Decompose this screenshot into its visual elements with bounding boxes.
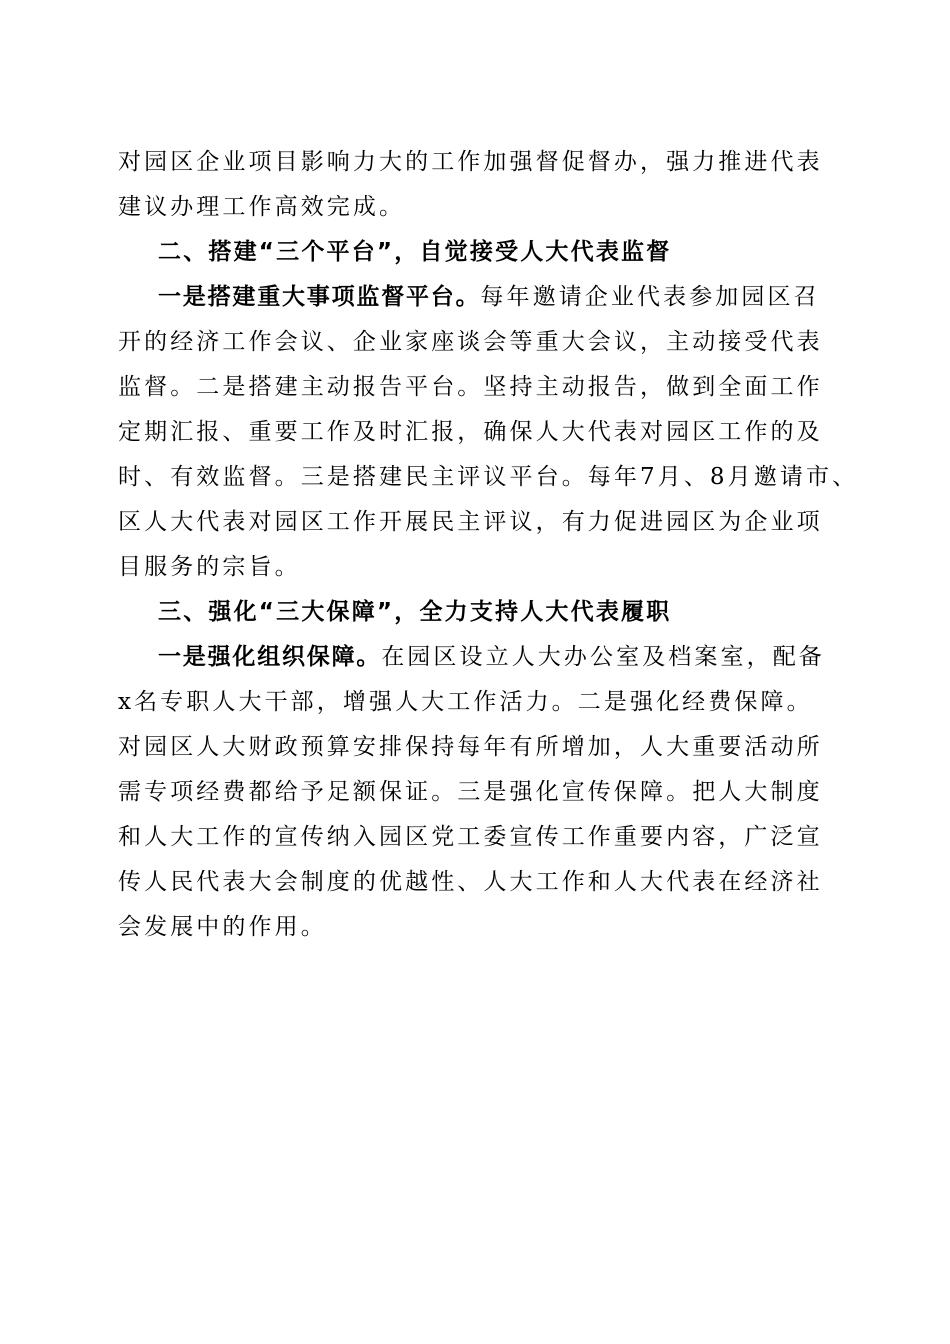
body-line: 时、有效监督。三是搭建民主评议平台。每年7月、8月邀请市、 bbox=[118, 464, 859, 490]
body-line: x名专职人大干部，增强人大工作活力。二是强化经费保障。 bbox=[118, 689, 813, 715]
section-heading: 三、强化“三大保障”，全力支持人大代表履职 bbox=[158, 599, 672, 625]
body-line: 定期汇报、重要工作及时汇报，确保人大代表对园区工作的及 bbox=[118, 419, 823, 445]
body-line: 传人民代表大会制度的优越性、人大工作和人大代表在经济社 bbox=[118, 869, 823, 895]
paragraph-lead: 一是搭建重大事项监督平台。 bbox=[158, 284, 481, 310]
paragraph-first-line bbox=[118, 275, 830, 320]
paragraph-lead: 一是强化组织保障。 bbox=[158, 644, 382, 670]
body-line: 对园区企业项目影响力大的工作加强督促督办，强力推进代表 bbox=[118, 149, 823, 175]
paragraph-text: 在园区设立人大办公室及档案室，配备 bbox=[381, 644, 825, 670]
body-line: 会发展中的作用。 bbox=[118, 914, 327, 940]
body-line: 目服务的宗旨。 bbox=[118, 554, 301, 580]
body-line: 需专项经费都给予足额保证。三是强化宣传保障。把人大制度 bbox=[118, 779, 823, 805]
body-line: 和人大工作的宣传纳入园区党工委宣传工作重要内容，广泛宣 bbox=[118, 824, 823, 850]
body-line: 建议办理工作高效完成。 bbox=[118, 194, 406, 220]
section-heading: 二、搭建“三个平台”，自觉接受人大代表监督 bbox=[158, 239, 672, 265]
paragraph-text: 每年邀请企业代表参加园区召 bbox=[480, 284, 820, 310]
body-line: 开的经济工作会议、企业家座谈会等重大会议，主动接受代表 bbox=[118, 329, 823, 355]
body-line: 监督。二是搭建主动报告平台。坚持主动报告，做到全面工作 bbox=[118, 374, 823, 400]
body-line: 对园区人大财政预算安排保持每年有所增加，人大重要活动所 bbox=[118, 734, 823, 760]
document-body bbox=[118, 140, 859, 950]
body-line: 区人大代表对园区工作开展民主评议，有力促进园区为企业项 bbox=[118, 509, 823, 535]
paragraph-first-line bbox=[118, 635, 830, 680]
